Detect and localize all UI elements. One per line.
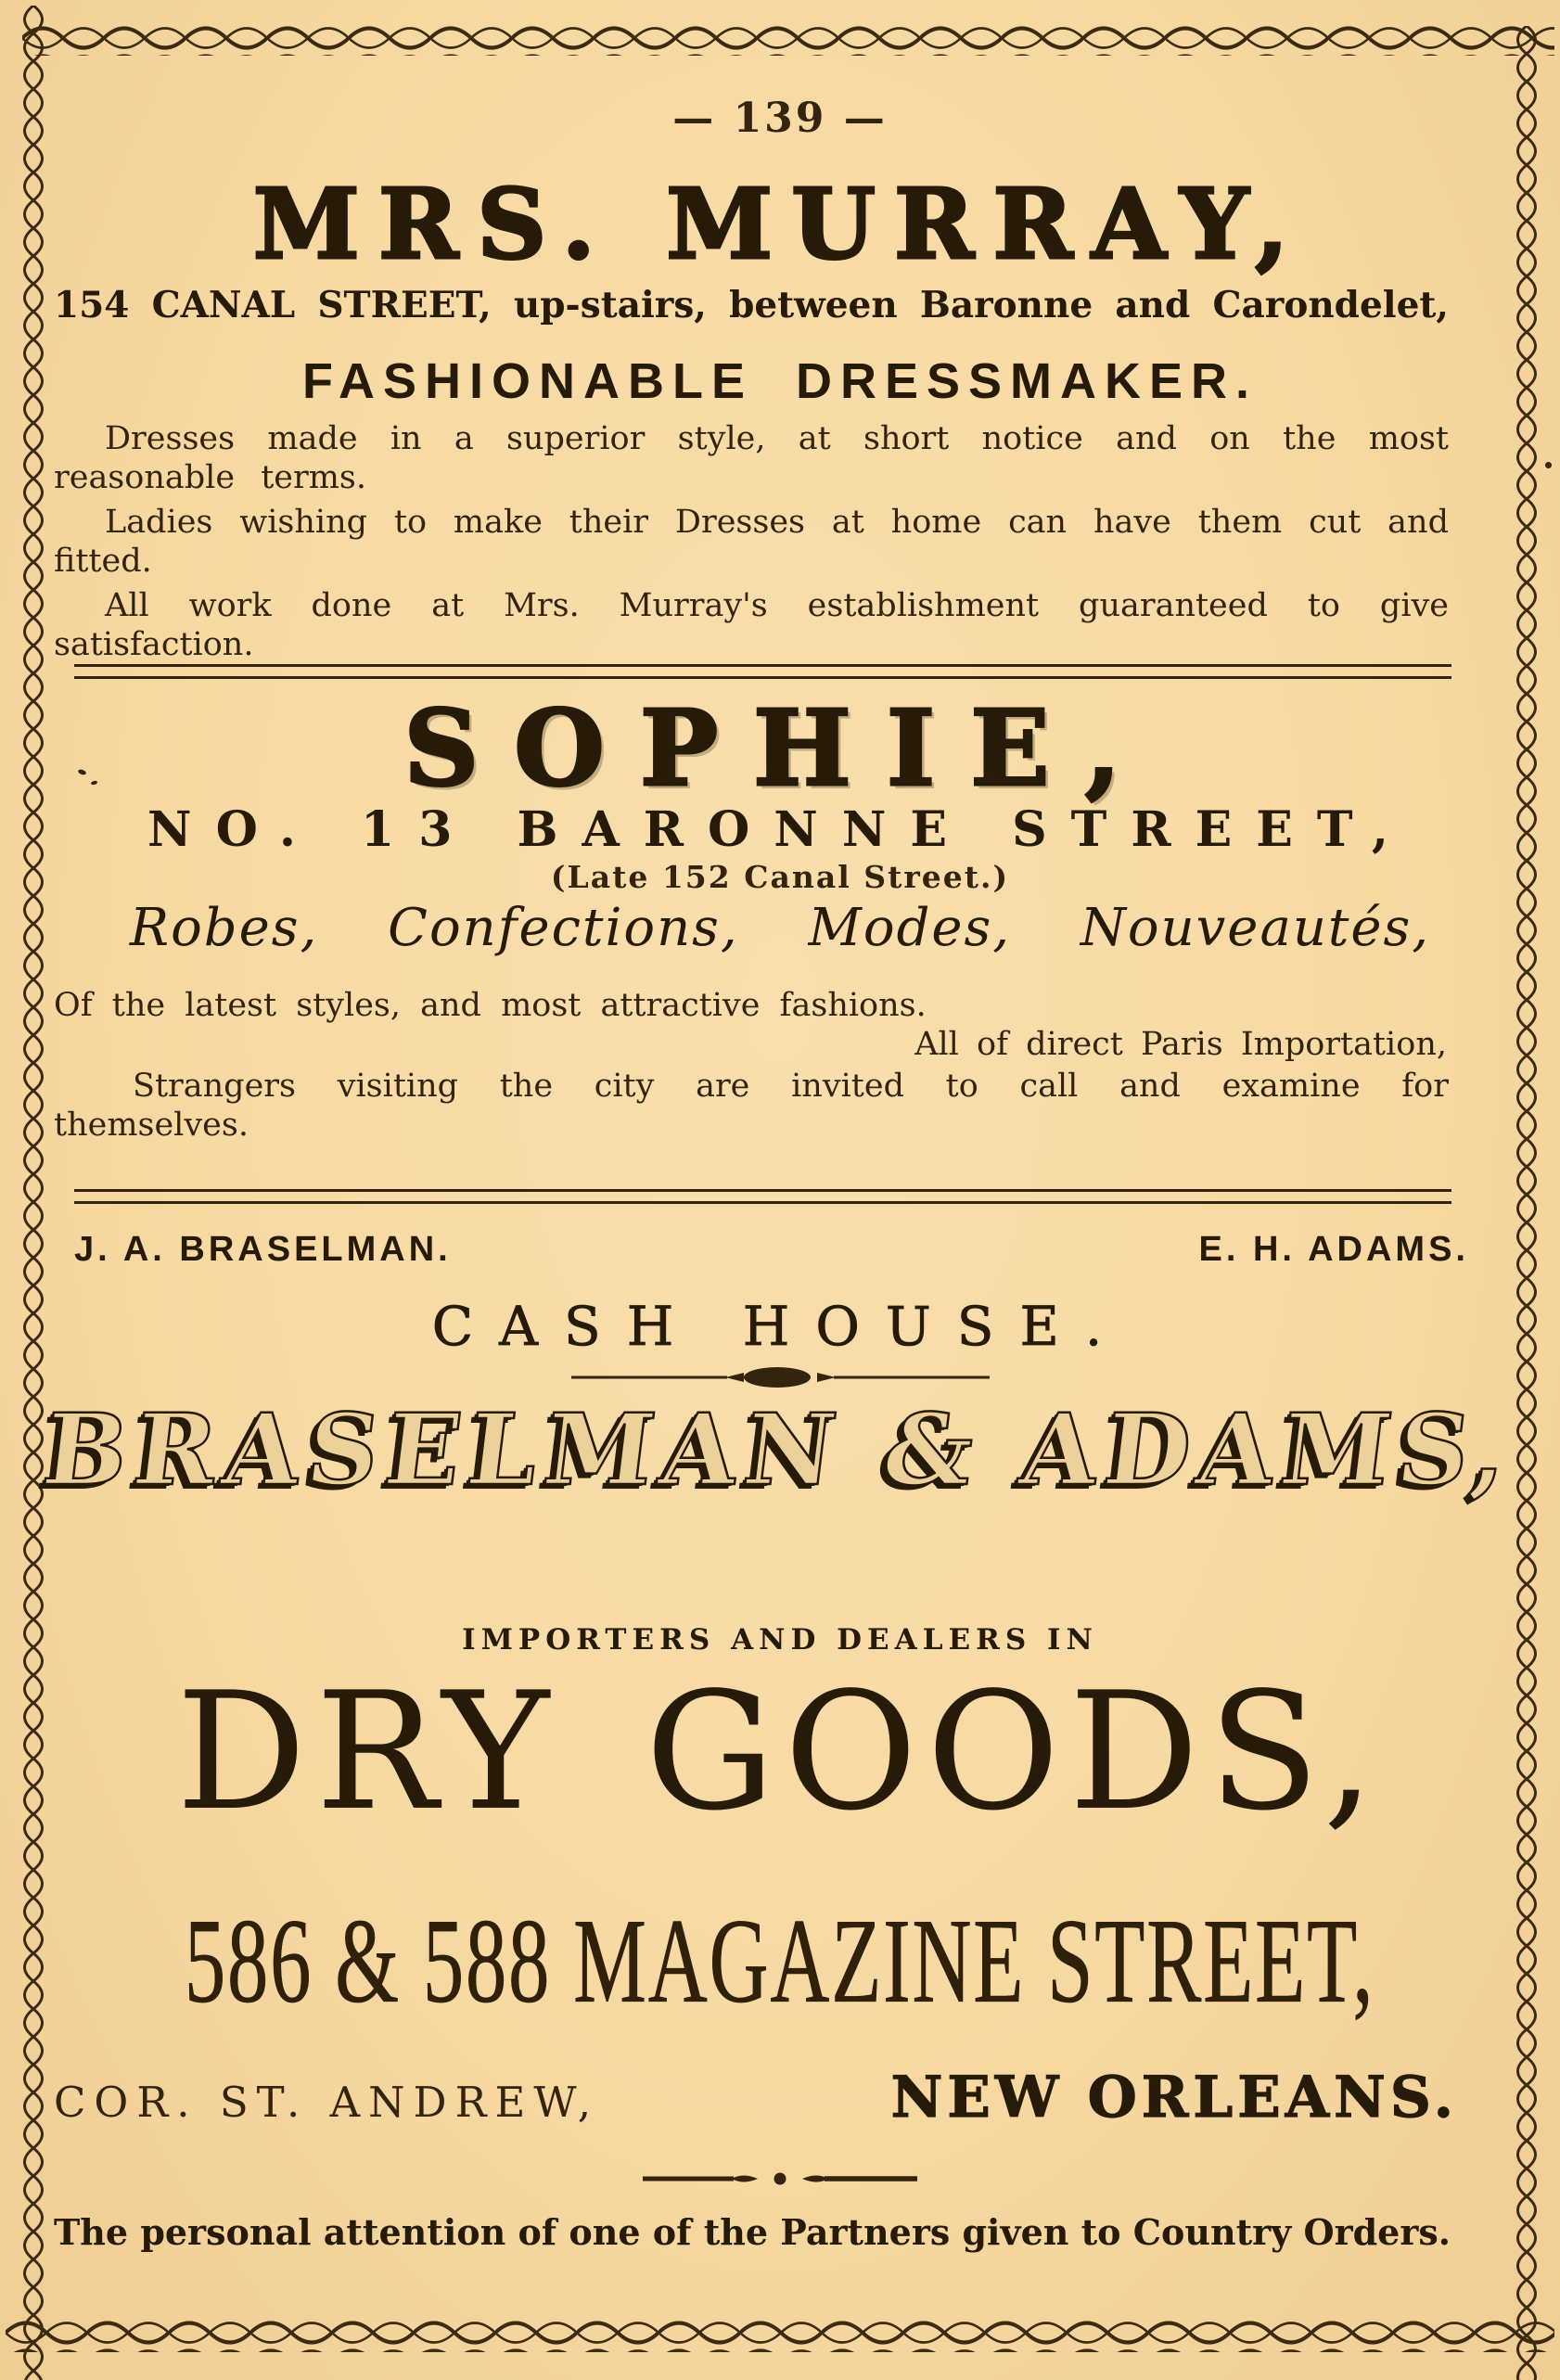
sophie-import-line: All of direct Paris Importation, [914,1026,1447,1063]
importers-dealers-line: IMPORTERS AND DEALERS IN [462,1623,1098,1657]
street-address-row [0,1892,1560,2029]
murray-paragraph: All work done at Mrs. Murray's establishment guaranteed to give satisfaction. [54,587,1449,663]
partner-name-left: J. A. BRASELMAN. [74,1230,452,1269]
ink-speck [1545,462,1552,468]
sophie-products-line: Robes, Confections, Modes, Nouveautés, [129,898,1431,958]
sophie-invitation [54,1067,1449,1145]
sophie-invitation-text: Strangers visiting the city are invited to call and examine for themselves. [54,1068,1449,1144]
chain-border-top [22,24,1554,56]
magazine-street-address: 586 & 588 MAGAZINE STREET, [185,1894,1375,2029]
section-divider-rule [74,664,1451,679]
country-orders-note: The personal attention of one of the Partners given to Country Orders. [54,2211,1451,2253]
spindle-divider-icon [569,1365,991,1389]
murray-paragraph: Ladies wishing to make their Dresses at home can have them cut and fitted. [54,504,1449,580]
section-divider-rule [74,1189,1451,1204]
firm-name-heading: BRASELMAN & ADAMS, [37,1391,1523,1507]
cash-house-banner: CASH HOUSE. [431,1295,1129,1358]
page-number: — 139 — [672,95,888,142]
dry-goods-heading: DRY GOODS, [175,1658,1385,1847]
pointer-divider-icon [641,2169,919,2189]
sophie-name-heading: SOPHIE, [403,688,1157,810]
corner-address: COR. ST. ANDREW, [54,2078,600,2127]
sophie-address-line: NO. 13 BARONNE STREET, [147,801,1413,858]
murray-name-heading: MRS. MURRAY, [252,167,1308,281]
murray-address-line: 154 CANAL STREET, up-stairs, between Baronne and Carondelet, [54,284,1449,326]
partner-name-right: E. H. ADAMS. [1198,1230,1469,1269]
murray-profession-heading: FASHIONABLE DRESSMAKER. [301,353,1259,409]
sophie-styles-line: Of the latest styles, and most attractive fashions. [54,987,927,1024]
murray-ad-copy [54,419,1449,670]
sophie-former-address: (Late 152 Canal Street.) [550,859,1010,895]
corner-city-row [54,2065,1458,2130]
pointer-divider [0,2169,1560,2189]
murray-paragraph: Dresses made in a superior style, at short notice and on the most reasonable terms. [54,420,1449,496]
partners-row [74,1230,1469,1270]
chain-border-bottom [6,2319,1554,2352]
ornament-divider [0,1365,1560,1389]
firm-name-row [0,1391,1560,1507]
city-name: NEW ORLEANS. [890,2065,1458,2130]
